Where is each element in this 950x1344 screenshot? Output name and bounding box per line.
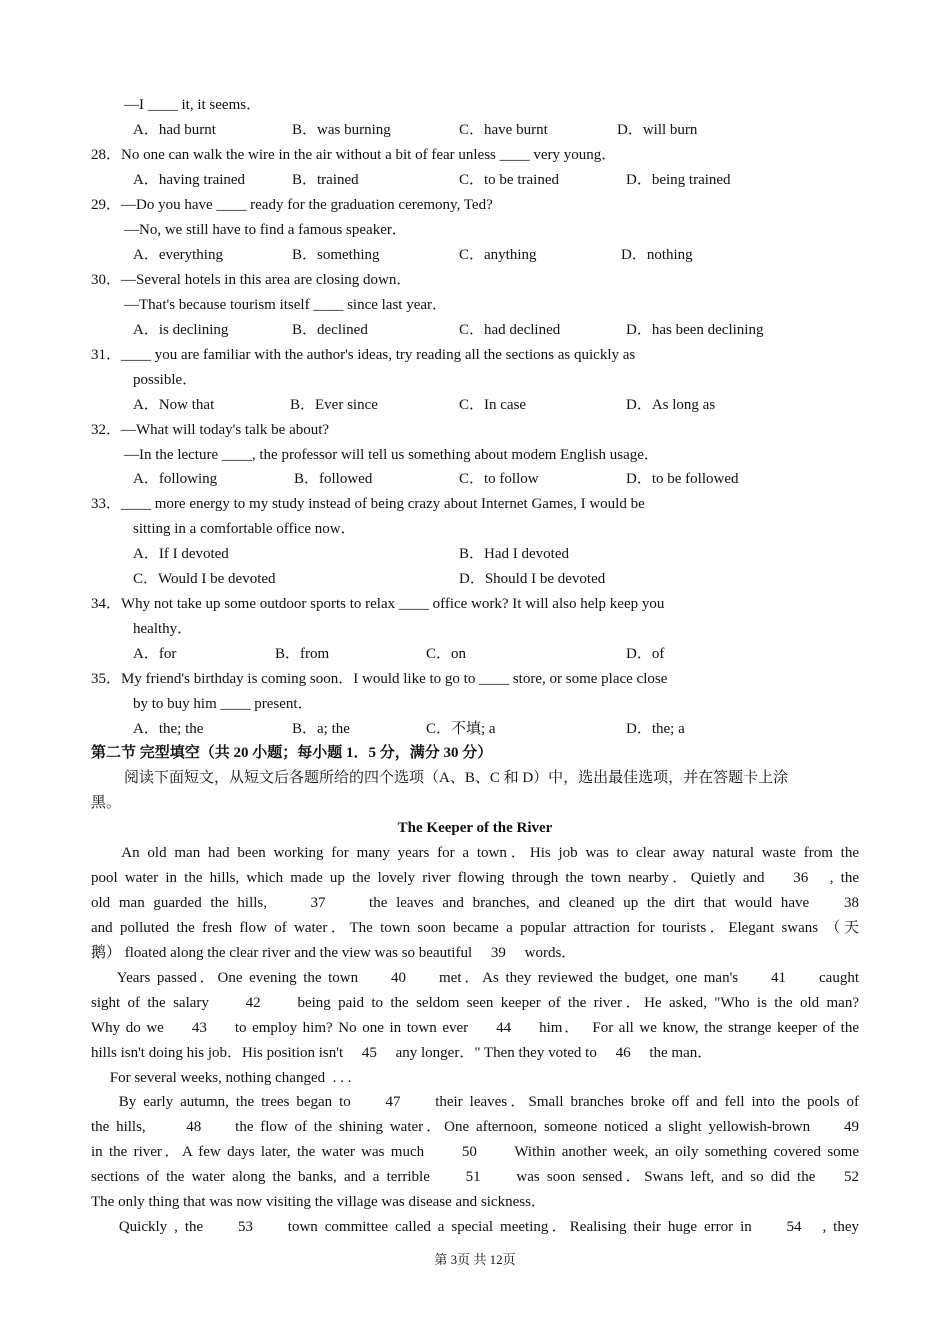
answer-option: D．nothing [621,247,693,263]
question-line: 28．No one can walk the wire in the air without a bit of fear unless ____ very young． [91,147,617,163]
question-line: sitting in a comfortable office now． [133,521,356,537]
answer-option: B．a; the [292,721,350,737]
question-line: —No, we still have to find a famous speaker． [124,222,407,238]
question-line: —I ____ it, it seems． [124,97,262,113]
answer-option: D．of [626,646,665,662]
question-line: 32．—What will today's talk be about? [91,422,330,438]
passage-line: pool water in the hills, which made up the lovely river flowing through the town nearby．Quietly and 36 , the [91,870,859,886]
answer-option: B．Had I devoted [459,546,569,562]
answer-option: B．trained [292,172,359,188]
passage-line: old man guarded the hills, 37 the leaves and branches, and cleaned up the dirt that would have 38 [91,895,859,911]
answer-option: B．something [292,247,380,263]
passage-line: 鹅） floated along the clear river and the view was so beautiful 39 words． [91,945,577,961]
question-line: 29．—Do you have ____ ready for the graduation ceremony, Ted? [91,197,493,213]
passage-line: in the river．A few days later, the water was much 50 Within another week, an oily something covered some [91,1144,859,1160]
answer-option: A．everything [133,247,223,263]
question-line: 33．____ more energy to my study instead of being crazy about Internet Games, I would be [91,496,645,512]
answer-option: D．will burn [617,122,698,138]
page-footer: 第 3页 共 12页 [434,1252,516,1267]
answer-option: A．is declining [133,322,229,338]
question-line: possible． [133,372,198,388]
passage-line: Why do we 43 to employ him? No one in town ever 44 him． For all we know, the strange keeper of the [91,1020,859,1036]
question-line: 31．____ you are familiar with the author's ideas, try reading all the sections as quickly as [91,347,636,363]
answer-option: C．anything [459,247,537,263]
passage-title: The Keeper of the River [397,820,553,836]
answer-option: D．As long as [626,397,716,413]
answer-option: C．to be trained [459,172,559,188]
question-line: —In the lecture ____, the professor will tell us something about modem English usage． [124,447,659,463]
answer-option: D．the; a [626,721,685,737]
answer-option: A．following [133,471,218,487]
section-heading: 第二节 完型填空（共 20 小题；每小题 1．5 分，满分 30 分） [91,745,493,761]
section-instruction-2: 黑。 [91,795,122,811]
question-line: —That's because tourism itself ____ since last year． [124,297,448,313]
answer-option: D．Should I be devoted [459,571,606,587]
answer-option: D．being trained [626,172,731,188]
answer-option: A．Now that [133,397,215,413]
answer-option: C．have burnt [459,122,548,138]
question-line: 35．My friend's birthday is coming soon．I would like to go to ____ store, or some place close [91,671,668,687]
answer-option: B．Ever since [290,397,378,413]
answer-option: B．followed [294,471,373,487]
answer-option: C．Would I be devoted [133,571,276,587]
answer-option: A．for [133,646,177,662]
question-line: 34．Why not take up some outdoor sports to relax ____ office work? It will also help keep you [91,596,665,612]
answer-option: C．不填; a [426,721,496,737]
answer-option: B．declined [292,322,368,338]
answer-option: D．to be followed [626,471,739,487]
answer-option: B．was burning [292,122,391,138]
passage-line: The only thing that was now visiting the village was disease and sickness． [91,1194,546,1210]
answer-option: D．has been declining [626,322,764,338]
question-line: healthy． [133,621,193,637]
answer-option: B．from [275,646,330,662]
passage-line: An old man had been working for many years for a town．His job was to clear away natural waste from the [91,845,859,861]
passage-line: By early autumn, the trees began to 47 their leaves．Small branches broke off and fell into the pools of [91,1094,859,1110]
answer-option: A．had burnt [133,122,216,138]
passage-line: sections of the water along the banks, and a terrible 51 was soon sensed．Swans left, and so did the 52 [91,1169,859,1185]
passage-line: the hills, 48 the flow of the shining water．One afternoon, someone noticed a slight yellowish-brown 49 [91,1119,859,1135]
passage-line: hills isn't doing his job．His position isn't 45 any longer．" Then they voted to 46 the man． [91,1045,713,1061]
passage-line: and polluted the fresh flow of water．The town soon became a popular attraction for tourists．Elegant swans （天 [91,920,859,936]
section-instruction-1: 阅读下面短文，从短文后各题所给的四个选项（A、B、C 和 D）中，选出最佳选项，并在答题卡上涂 [124,770,789,786]
passage-line: sight of the salary 42 being paid to the seldom seen keeper of the river．He asked, "Who is the old man? [91,995,859,1011]
answer-option: C．on [426,646,467,662]
answer-option: A．the; the [133,721,204,737]
question-line: 30．—Several hotels in this area are closing down． [91,272,412,288]
answer-option: A．If I devoted [133,546,229,562]
answer-option: A．having trained [133,172,246,188]
answer-option: C．had declined [459,322,561,338]
answer-option: C．In case [459,397,527,413]
passage-line: Years passed．One evening the town 40 met．As they reviewed the budget, one man's 41 caught [91,970,859,986]
passage-line: Quickly , the 53 town committee called a special meeting．Realising their huge error in 54 , they [91,1219,859,1235]
answer-option: C．to follow [459,471,539,487]
passage-line: For several weeks, nothing changed . . . [91,1070,352,1086]
question-line: by to buy him ____ present． [133,696,313,712]
